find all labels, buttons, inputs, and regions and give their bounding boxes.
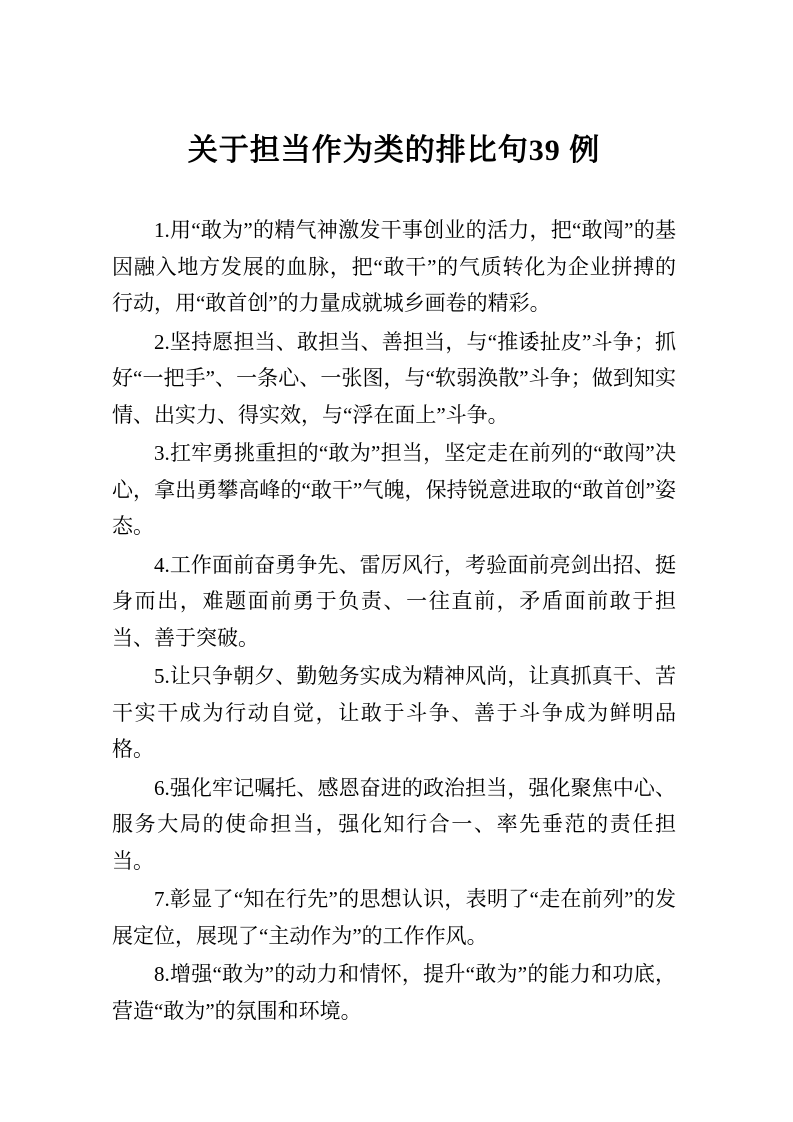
paragraph: 3.扛牢勇挑重担的“敢为”担当，坚定走在前列的“敢闯”决心，拿出勇攀高峰的“敢干”气魄，保持锐意进取的“敢首创”姿态。 bbox=[112, 441, 676, 538]
paragraph: 8.增强“敢为”的动力和情怀，提升“敢为”的能力和功底，营造“敢为”的氛围和环境。 bbox=[112, 962, 676, 1023]
paragraph: 1.用“敢为”的精气神激发干事创业的活力，把“敢闯”的基因融入地方发展的血脉，把“敢干”的气质转化为企业拼搏的行动，用“敢首创”的力量成就城乡画卷的精彩。 bbox=[112, 218, 676, 315]
document-title: 关于担当作为类的排比句39 例 bbox=[187, 134, 601, 167]
paragraph: 6.强化牢记嘱托、感恩奋进的政治担当，强化聚焦中心、服务大局的使命担当，强化知行合一、率先垂范的责任担当。 bbox=[112, 775, 676, 873]
paragraph: 5.让只争朝夕、勤勉务实成为精神风尚，让真抓真干、苦干实干成为行动自觉，让敢于斗争、善于斗争成为鲜明品格。 bbox=[112, 664, 676, 761]
paragraph: 4.工作面前奋勇争先、雷厉风行，考验面前亮剑出招、挺身而出，难题面前勇于负责、一往直前，矛盾面前敢于担当、善于突破。 bbox=[112, 552, 676, 650]
paragraph: 7.彰显了“知在行先”的思想认识，表明了“走在前列”的发展定位，展现了“主动作为”的工作作风。 bbox=[112, 887, 676, 948]
paragraph: 2.坚持愿担当、敢担当、善担当，与“推诿扯皮”斗争；抓好“一把手”、一条心、一张图，与“软弱涣散”斗争；做到知实情、出实力、得实效，与“浮在面上”斗争。 bbox=[112, 329, 676, 427]
